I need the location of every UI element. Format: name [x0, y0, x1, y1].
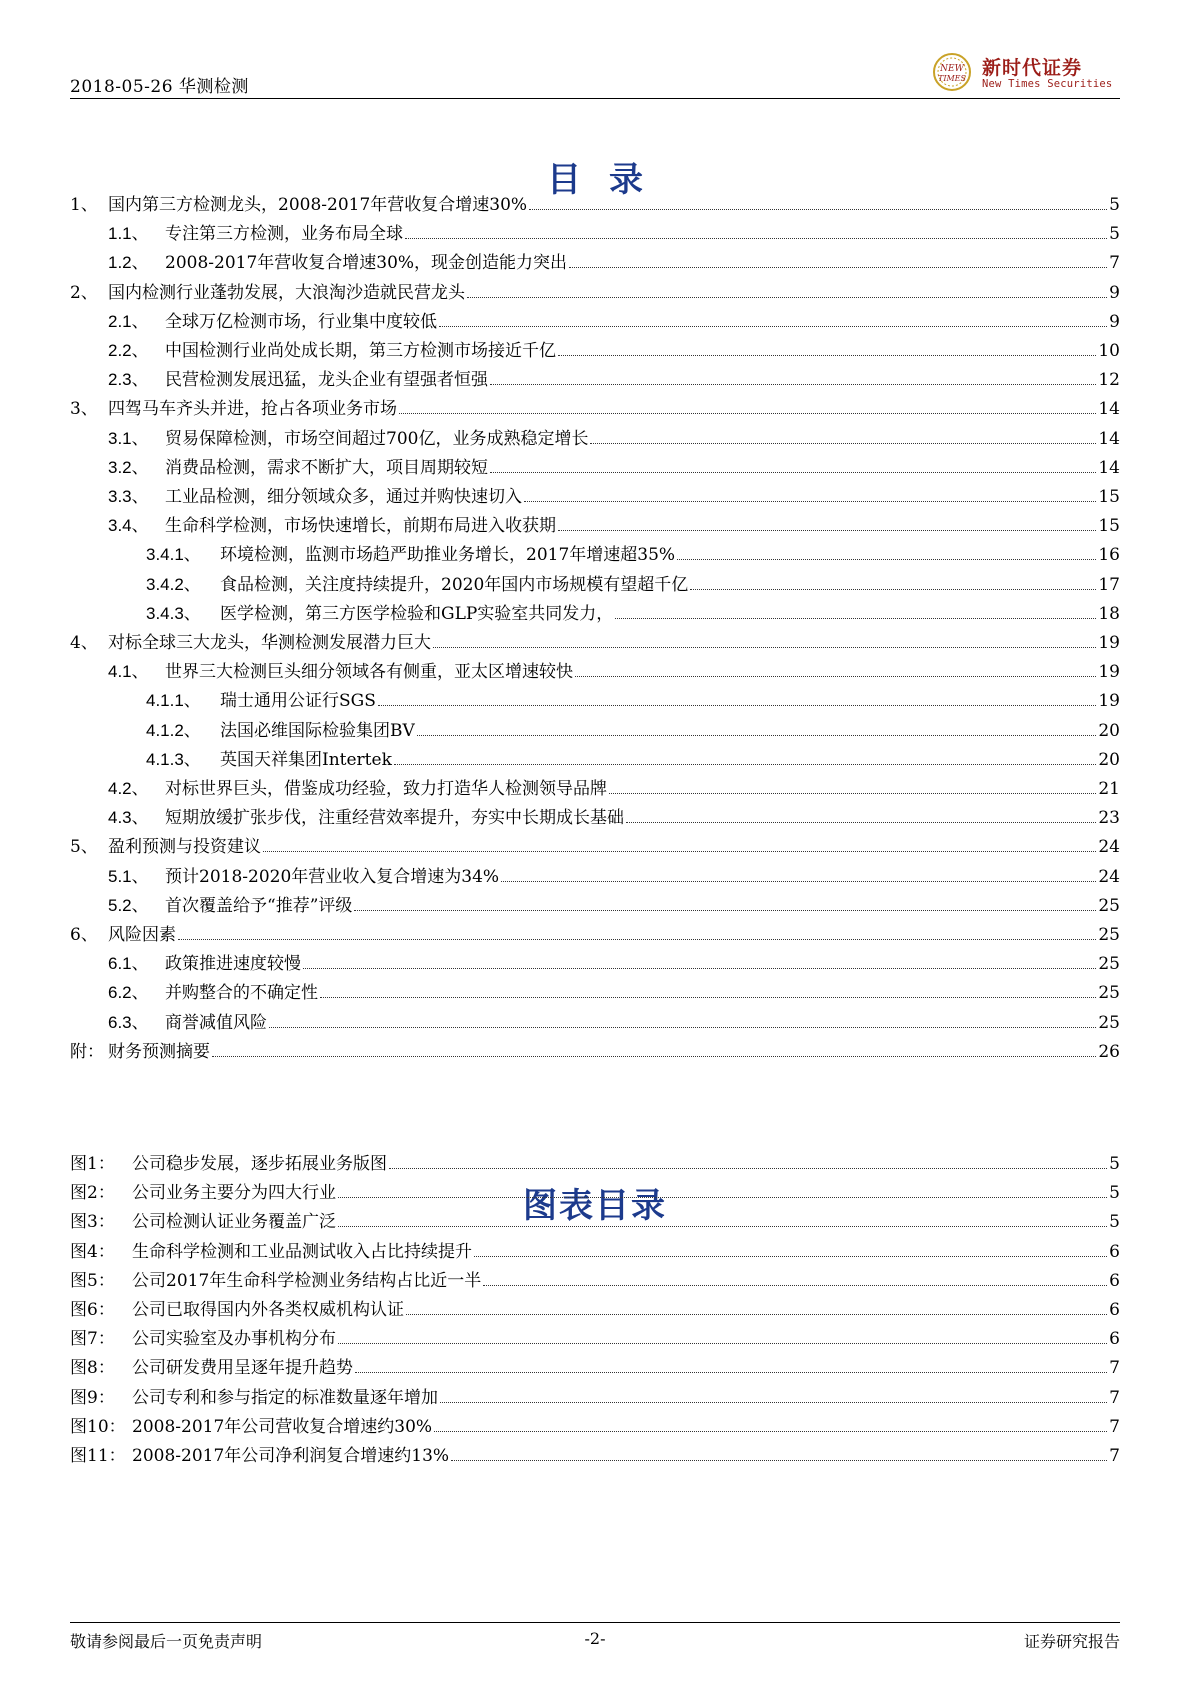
entry-page-number: 5	[1109, 224, 1120, 244]
entry-number: 5.2、	[108, 896, 149, 915]
figure-entry[interactable]	[70, 1444, 1120, 1468]
entry-title: 2008-2017年公司营收复合增速约30%	[132, 1417, 433, 1437]
toc-entry[interactable]	[146, 689, 1120, 713]
entry-page-number: 17	[1098, 575, 1120, 595]
entry-number: 5、	[70, 837, 98, 857]
entry-title: 公司研发费用呈逐年提升趋势	[132, 1358, 353, 1378]
figure-entry[interactable]	[70, 1152, 1120, 1176]
entry-number: 3.1、	[108, 429, 149, 448]
entry-number: 3.4、	[108, 516, 149, 535]
entry-title: 盈利预测与投资建议	[108, 837, 261, 857]
toc-entry[interactable]	[108, 251, 1120, 275]
entry-title: 环境检测，监测市场趋严助推业务增长，2017年增速超35%	[220, 545, 676, 565]
entry-title: 专注第三方检测，业务布局全球	[165, 224, 403, 244]
figure-entry[interactable]	[70, 1240, 1120, 1264]
dot-leader	[451, 1460, 1107, 1461]
entry-number: 图9：	[70, 1388, 115, 1408]
entry-title: 政策推进速度较慢	[165, 954, 301, 974]
entry-title: 2008-2017年公司净利润复合增速约13%	[132, 1446, 450, 1466]
figure-entry[interactable]	[70, 1415, 1120, 1439]
entry-title: 公司已取得国内外各类权威机构认证	[132, 1300, 404, 1320]
dot-leader	[677, 559, 1096, 560]
dot-leader	[434, 1431, 1107, 1432]
footer-page-number: -2-	[584, 1629, 606, 1648]
dot-leader	[558, 355, 1096, 356]
entry-title: 公司业务主要分为四大行业	[132, 1183, 336, 1203]
entry-number: 图6：	[70, 1300, 115, 1320]
dot-leader	[389, 1168, 1107, 1169]
entry-number: 附：	[70, 1042, 104, 1062]
dot-leader	[590, 443, 1096, 444]
entry-title: 对标全球三大龙头，华测检测发展潜力巨大	[108, 633, 431, 653]
entry-number: 4、	[70, 633, 98, 653]
entry-title: 英国天祥集团Intertek	[220, 750, 392, 770]
entry-number: 1.1、	[108, 224, 149, 243]
dot-leader	[399, 413, 1096, 414]
toc-entry[interactable]	[108, 310, 1120, 334]
entry-title: 国内第三方检测龙头，2008-2017年营收复合增速30%	[108, 195, 528, 215]
entry-page-number: 5	[1109, 195, 1120, 215]
entry-number: 3.4.2、	[146, 575, 201, 594]
toc-entry[interactable]	[146, 543, 1120, 567]
entry-page-number: 21	[1098, 779, 1120, 799]
entry-page-number: 14	[1098, 458, 1120, 478]
entry-page-number: 14	[1098, 429, 1120, 449]
entry-title: 2008-2017年营收复合增速30%，现金创造能力突出	[165, 253, 568, 273]
footer-disclaimer: 敬请参阅最后一页免责声明	[70, 1632, 263, 1651]
entry-title: 生命科学检测，市场快速增长，前期布局进入收获期	[165, 516, 556, 536]
dot-leader	[474, 1256, 1107, 1257]
dot-leader	[609, 793, 1096, 794]
entry-page-number: 5	[1109, 1183, 1120, 1203]
logo-english-name: New Times Securities	[982, 78, 1113, 90]
dot-leader	[439, 326, 1107, 327]
toc-entry[interactable]	[108, 981, 1120, 1005]
entry-title: 财务预测摘要	[108, 1042, 210, 1062]
toc-entry[interactable]	[146, 719, 1120, 743]
figure-entry[interactable]	[70, 1269, 1120, 1293]
entry-page-number: 26	[1098, 1042, 1120, 1062]
toc-entry[interactable]	[108, 339, 1120, 363]
toc-entry[interactable]	[70, 923, 1120, 947]
toc-entry[interactable]	[146, 602, 1120, 626]
toc-entry[interactable]	[70, 1040, 1120, 1064]
entry-number: 6.1、	[108, 954, 149, 973]
entry-title: 风险因素	[108, 925, 176, 945]
svg-text:TIMES: TIMES	[937, 74, 967, 83]
entry-page-number: 7	[1109, 1446, 1120, 1466]
entry-title: 公司检测认证业务覆盖广泛	[132, 1212, 336, 1232]
brand-logo	[930, 52, 1120, 92]
entry-page-number: 18	[1098, 604, 1120, 624]
entry-number: 图11：	[70, 1446, 126, 1466]
toc-entry[interactable]	[108, 806, 1120, 830]
dot-leader	[320, 997, 1096, 998]
entry-page-number: 6	[1109, 1329, 1120, 1349]
svg-text:NEW: NEW	[940, 64, 964, 74]
entry-page-number: 16	[1098, 545, 1120, 565]
toc-entry[interactable]	[108, 952, 1120, 976]
entry-title: 全球万亿检测市场，行业集中度较低	[165, 312, 437, 332]
toc-entry[interactable]	[108, 427, 1120, 451]
entry-number: 3.2、	[108, 458, 149, 477]
toc-entry[interactable]	[108, 660, 1120, 684]
entry-page-number: 25	[1098, 954, 1120, 974]
entry-number: 6.3、	[108, 1013, 149, 1032]
entry-number: 2、	[70, 283, 98, 303]
entry-title: 并购整合的不确定性	[165, 983, 318, 1003]
dot-leader	[378, 705, 1096, 706]
entry-page-number: 25	[1098, 1013, 1120, 1033]
entry-number: 4.1.1、	[146, 691, 201, 710]
figure-entry[interactable]	[70, 1181, 1120, 1205]
dot-leader	[303, 968, 1096, 969]
entry-page-number: 7	[1109, 253, 1120, 273]
dot-leader	[338, 1343, 1107, 1344]
entry-page-number: 6	[1109, 1271, 1120, 1291]
entry-number: 3.4.1、	[146, 545, 201, 564]
dot-leader	[626, 822, 1096, 823]
dot-leader	[338, 1197, 1107, 1198]
entry-page-number: 7	[1109, 1358, 1120, 1378]
footer-report-type: 证券研究报告	[1023, 1632, 1120, 1651]
entry-number: 图7：	[70, 1329, 115, 1349]
toc-entry[interactable]	[70, 193, 1120, 217]
new-times-logo-icon	[930, 52, 974, 92]
entry-page-number: 5	[1109, 1212, 1120, 1232]
dot-leader	[355, 1372, 1107, 1373]
header-date-company: 2018-05-26 华测检测	[70, 77, 249, 97]
entry-title: 公司实验室及办事机构分布	[132, 1329, 336, 1349]
entry-number: 4.1.3、	[146, 750, 201, 769]
entry-number: 3.4.3、	[146, 604, 201, 623]
dot-leader	[690, 589, 1096, 590]
entry-number: 6、	[70, 925, 98, 945]
entry-page-number: 10	[1098, 341, 1120, 361]
toc-entry[interactable]	[108, 485, 1120, 509]
entry-title: 工业品检测，细分领域众多，通过并购快速切入	[165, 487, 522, 507]
entry-page-number: 12	[1098, 370, 1120, 390]
dot-leader	[467, 297, 1107, 298]
dot-leader	[269, 1027, 1096, 1028]
entry-title: 生命科学检测和工业品测试收入占比持续提升	[132, 1242, 472, 1262]
entry-title: 四驾马车齐头并进，抢占各项业务市场	[108, 399, 397, 419]
figure-entry[interactable]	[70, 1210, 1120, 1234]
entry-number: 3、	[70, 399, 98, 419]
dot-leader	[263, 851, 1096, 852]
toc-entry[interactable]	[108, 894, 1120, 918]
page-footer	[70, 1622, 1120, 1651]
toc-entry[interactable]	[108, 222, 1120, 246]
toc-entry[interactable]	[108, 865, 1120, 889]
entry-number: 图10：	[70, 1417, 126, 1437]
entry-number: 6.2、	[108, 983, 149, 1002]
dot-leader	[483, 1285, 1107, 1286]
entry-number: 4.3、	[108, 808, 149, 827]
entry-title: 法国必维国际检验集团BV	[220, 721, 415, 741]
dot-leader	[501, 881, 1096, 882]
entry-page-number: 6	[1109, 1242, 1120, 1262]
logo-chinese-name: 新时代证券	[982, 57, 1083, 79]
entry-number: 4.1.2、	[146, 721, 201, 740]
entry-page-number: 19	[1098, 662, 1120, 682]
entry-page-number: 19	[1098, 633, 1120, 653]
entry-number: 1、	[70, 195, 98, 215]
entry-number: 3.3、	[108, 487, 149, 506]
dot-leader	[406, 1314, 1107, 1315]
entry-title: 商誉减值风险	[165, 1013, 267, 1033]
entry-number: 4.2、	[108, 779, 149, 798]
dot-leader	[338, 1226, 1107, 1227]
entry-number: 2.1、	[108, 312, 149, 331]
entry-page-number: 25	[1098, 896, 1120, 916]
toc-entry[interactable]	[108, 368, 1120, 392]
dot-leader	[615, 618, 1096, 619]
entry-page-number: 24	[1098, 837, 1120, 857]
entry-page-number: 25	[1098, 983, 1120, 1003]
entry-title: 国内检测行业蓬勃发展，大浪淘沙造就民营龙头	[108, 283, 465, 303]
dot-leader	[529, 209, 1107, 210]
toc-entry[interactable]	[108, 514, 1120, 538]
entry-number: 图4：	[70, 1242, 115, 1262]
dot-leader	[440, 1402, 1107, 1403]
entry-number: 1.2、	[108, 253, 149, 272]
entry-page-number: 9	[1109, 283, 1120, 303]
toc-entry[interactable]	[70, 281, 1120, 305]
entry-title: 短期放缓扩张步伐，注重经营效率提升，夯实中长期成长基础	[165, 808, 624, 828]
entry-title: 公司专利和参与指定的标准数量逐年增加	[132, 1388, 438, 1408]
entry-title: 对标世界巨头，借鉴成功经验，致力打造华人检测领导品牌	[165, 779, 607, 799]
entry-title: 首次覆盖给予“推荐”评级	[165, 896, 353, 916]
entry-page-number: 9	[1109, 312, 1120, 332]
entry-number: 图2：	[70, 1183, 115, 1203]
dot-leader	[490, 384, 1096, 385]
entry-number: 2.3、	[108, 370, 149, 389]
toc-entry[interactable]	[146, 573, 1120, 597]
dot-leader	[558, 530, 1096, 531]
entry-title: 食品检测，关注度持续提升，2020年国内市场规模有望超千亿	[220, 575, 689, 595]
entry-page-number: 14	[1098, 399, 1120, 419]
entry-title: 民营检测发展迅猛，龙头企业有望强者恒强	[165, 370, 488, 390]
dot-leader	[212, 1056, 1096, 1057]
entry-number: 图5：	[70, 1271, 115, 1291]
entry-number: 4.1、	[108, 662, 149, 681]
entry-title: 消费品检测，需求不断扩大，项目周期较短	[165, 458, 488, 478]
entry-title: 贸易保障检测，市场空间超过700亿，业务成熟稳定增长	[165, 429, 589, 449]
entry-page-number: 15	[1098, 516, 1120, 536]
toc-title: 目录	[547, 160, 671, 200]
toc-entry[interactable]	[146, 748, 1120, 772]
entry-page-number: 19	[1098, 691, 1120, 711]
dot-leader	[354, 910, 1096, 911]
dot-leader	[490, 472, 1096, 473]
entry-title: 公司2017年生命科学检测业务结构占比近一半	[132, 1271, 482, 1291]
entry-title: 医学检测，第三方医学检验和GLP实验室共同发力，	[220, 604, 614, 624]
dot-leader	[394, 764, 1096, 765]
entry-page-number: 25	[1098, 925, 1120, 945]
page-header	[70, 52, 1120, 99]
dot-leader	[575, 676, 1096, 677]
toc-entry[interactable]	[70, 397, 1120, 421]
dot-leader	[433, 647, 1096, 648]
figure-entry[interactable]	[70, 1327, 1120, 1351]
entry-title: 公司稳步发展，逐步拓展业务版图	[132, 1154, 387, 1174]
entry-title: 瑞士通用公证行SGS	[220, 691, 376, 711]
entry-number: 5.1、	[108, 867, 149, 886]
dot-leader	[569, 267, 1107, 268]
entry-page-number: 15	[1098, 487, 1120, 507]
figure-entry[interactable]	[70, 1356, 1120, 1380]
figure-entry[interactable]	[70, 1298, 1120, 1322]
entry-title: 世界三大检测巨头细分领域各有侧重，亚太区增速较快	[165, 662, 573, 682]
figures-toc-title: 图表目录	[523, 1186, 667, 1226]
entry-page-number: 24	[1098, 867, 1120, 887]
entry-number: 图1：	[70, 1154, 115, 1174]
entry-page-number: 20	[1098, 721, 1120, 741]
entry-page-number: 6	[1109, 1300, 1120, 1320]
entry-page-number: 5	[1109, 1154, 1120, 1174]
entry-page-number: 7	[1109, 1417, 1120, 1437]
toc-entry[interactable]	[108, 456, 1120, 480]
entry-title: 预计2018-2020年营业收入复合增速为34%	[165, 867, 500, 887]
dot-leader	[178, 939, 1096, 940]
entry-page-number: 20	[1098, 750, 1120, 770]
entry-number: 2.2、	[108, 341, 149, 360]
entry-number: 图8：	[70, 1358, 115, 1378]
toc-entry[interactable]	[70, 631, 1120, 655]
dot-leader	[405, 238, 1107, 239]
entry-page-number: 7	[1109, 1388, 1120, 1408]
toc-entry[interactable]	[108, 777, 1120, 801]
toc-entry[interactable]	[70, 835, 1120, 859]
dot-leader	[417, 735, 1097, 736]
entry-page-number: 23	[1098, 808, 1120, 828]
entry-number: 图3：	[70, 1212, 115, 1232]
dot-leader	[524, 501, 1096, 502]
toc-entry[interactable]	[108, 1011, 1120, 1035]
figure-entry[interactable]	[70, 1386, 1120, 1410]
entry-title: 中国检测行业尚处成长期，第三方检测市场接近千亿	[165, 341, 556, 361]
